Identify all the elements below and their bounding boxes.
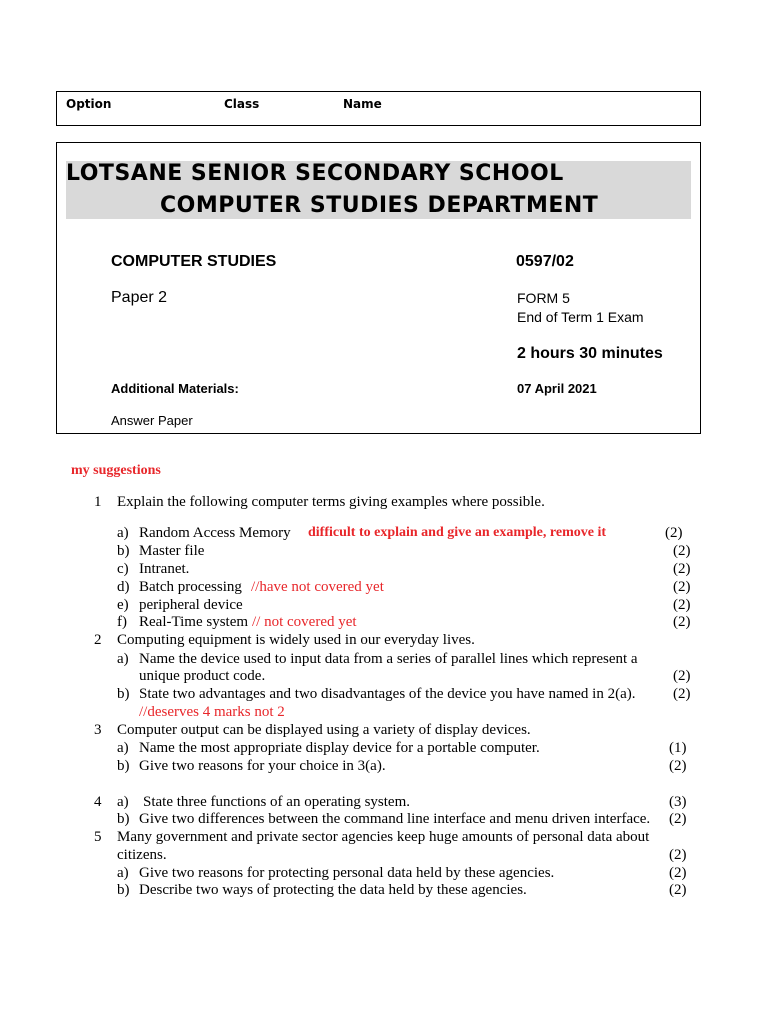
item-text: Describe two ways of protecting the data held by these agencies. — [139, 882, 527, 898]
item-label: a) — [117, 865, 129, 881]
question-number: 1 — [94, 494, 102, 510]
item-label: f) — [117, 614, 127, 630]
item-label: d) — [117, 579, 130, 595]
item-text: Intranet. — [139, 561, 190, 577]
materials-label: Additional Materials: — [111, 381, 239, 396]
item-label: a) — [117, 794, 129, 810]
question-number: 4 — [94, 794, 102, 810]
marks: (2) — [673, 579, 691, 595]
item-text: Master file — [139, 543, 205, 559]
item-text: Name the device used to input data from a series of parallel lines which represent a — [139, 651, 638, 667]
item-label: b) — [117, 758, 130, 774]
student-info-box — [56, 91, 701, 126]
marks: (1) — [669, 740, 687, 756]
question-text-continued: citizens. — [117, 847, 167, 863]
marks: (2) — [665, 525, 683, 541]
class-label: Class — [224, 97, 260, 111]
question-number: 3 — [94, 722, 102, 738]
marks: (2) — [669, 847, 687, 863]
item-label: c) — [117, 561, 129, 577]
subject-title: COMPUTER STUDIES — [111, 253, 277, 270]
suggestions-title: my suggestions — [71, 463, 161, 478]
marks: (2) — [669, 865, 687, 881]
school-name: LOTSANE SENIOR SECONDARY SCHOOL — [66, 161, 564, 186]
item-label: a) — [117, 651, 129, 667]
exam-header — [56, 142, 701, 434]
marks: (3) — [669, 794, 687, 810]
item-text: State three functions of an operating system. — [143, 794, 411, 810]
item-label: a) — [117, 525, 129, 541]
marks: (2) — [673, 543, 691, 559]
form-level: FORM 5 — [517, 290, 570, 306]
name-label: Name — [343, 97, 382, 111]
question-number: 2 — [94, 632, 102, 648]
marks: (2) — [673, 686, 691, 702]
reviewer-comment: // not covered yet — [252, 614, 357, 630]
marks: (2) — [673, 668, 691, 684]
department-name: COMPUTER STUDIES DEPARTMENT — [160, 193, 599, 218]
question-text: Computing equipment is widely used in our everyday lives. — [117, 632, 475, 648]
exam-duration: 2 hours 30 minutes — [517, 345, 663, 362]
question-text: Explain the following computer terms giving examples where possible. — [117, 494, 545, 510]
marks: (2) — [673, 614, 691, 630]
item-text: Name the most appropriate display device for a portable computer. — [139, 740, 540, 756]
item-text: Batch processing — [139, 579, 242, 595]
item-text: State two advantages and two disadvantages of the device you have named in 2(a). — [139, 686, 636, 702]
question-text: Many government and private sector agencies keep huge amounts of personal data about — [117, 829, 650, 845]
item-text: peripheral device — [139, 597, 243, 613]
answer-paper: Answer Paper — [111, 413, 193, 428]
item-text: Random Access Memory — [139, 525, 291, 541]
item-label: a) — [117, 740, 129, 756]
paper-number: Paper 2 — [111, 289, 168, 306]
item-label: b) — [117, 811, 130, 827]
item-text: Give two reasons for your choice in 3(a). — [139, 758, 386, 774]
marks: (2) — [669, 882, 687, 898]
item-label: e) — [117, 597, 129, 613]
marks: (2) — [669, 811, 687, 827]
item-text: Give two reasons for protecting personal data held by these agencies. — [139, 865, 555, 881]
reviewer-comment: //have not covered yet — [251, 579, 384, 595]
item-label: b) — [117, 686, 130, 702]
item-text: Give two differences between the command line interface and menu driven interface. — [139, 811, 651, 827]
question-number: 5 — [94, 829, 102, 845]
option-label: Option — [66, 97, 112, 111]
item-label: b) — [117, 882, 130, 898]
item-text: Real-Time system — [139, 614, 249, 630]
question-text: Computer output can be displayed using a variety of display devices. — [117, 722, 531, 738]
exam-name: End of Term 1 Exam — [517, 309, 644, 325]
marks: (2) — [673, 597, 691, 613]
item-label: b) — [117, 543, 130, 559]
paper-code: 0597/02 — [516, 253, 574, 270]
marks: (2) — [673, 561, 691, 577]
marks: (2) — [669, 758, 687, 774]
reviewer-comment: //deserves 4 marks not 2 — [139, 704, 285, 720]
reviewer-comment: difficult to explain and give an example, remove it — [308, 525, 606, 540]
exam-date: 07 April 2021 — [517, 381, 597, 396]
item-text-continued: unique product code. — [139, 668, 266, 684]
